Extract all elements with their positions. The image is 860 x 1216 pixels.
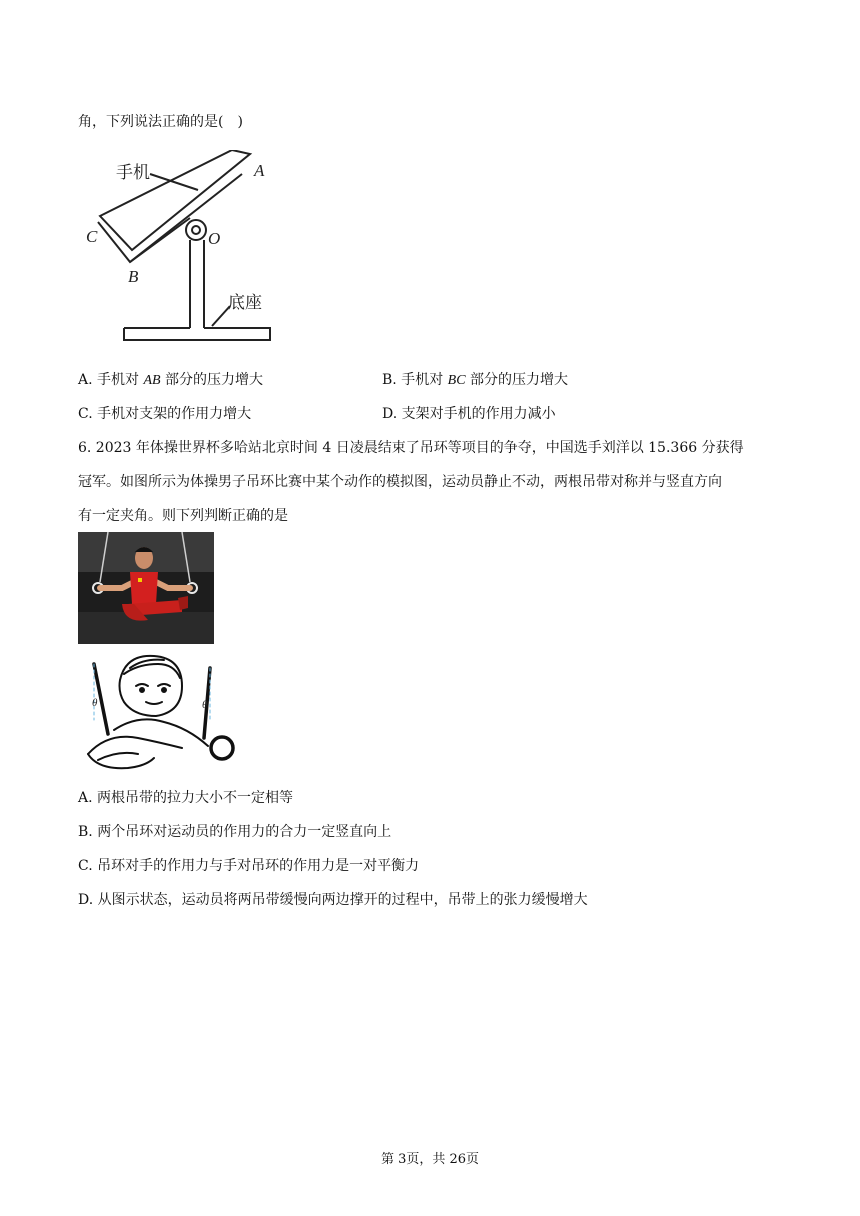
q6-stem-line-3: 有一定夹角。则下列判断正确的是 [78, 508, 288, 524]
gymnast-photo [78, 532, 214, 644]
q5-option-c: C. 手机对支架的作用力增大 [78, 406, 252, 422]
theta-right: θ [202, 699, 208, 711]
gymnast-photo-drawing [78, 532, 214, 644]
label-a: A [254, 161, 265, 180]
q5-options-row-1 [78, 370, 798, 390]
label-b: B [128, 267, 139, 286]
q6-option-c: C. 吊环对手的作用力与手对吊环的作用力是一对平衡力 [78, 858, 420, 874]
label-o: O [208, 229, 221, 248]
phone-holder-figure [80, 150, 290, 350]
q5-stem-tail: 角，下列说法正确的是( ) [78, 114, 243, 130]
q6-option-d: D. 从图示状态，运动员将两吊带缓慢向两边撑开的过程中，吊带上的张力缓慢增大 [78, 892, 588, 908]
label-phone: 手机 [116, 163, 150, 183]
label-c: C [86, 227, 98, 246]
rings-cartoon-figure [78, 650, 238, 778]
q5-option-a: A. 手机对 AB 部分的压力增大 [78, 372, 264, 388]
q5-option-d: D. 支架对手机的作用力减小 [382, 406, 556, 422]
q6-stem-line-1: 6. 2023 年体操世界杯多哈站北京时间 4 日凌晨结束了吊环等项目的争夺，中国选手刘洋以 15.366 分获得 [78, 440, 744, 456]
q6-stem-line-2: 冠军。如图所示为体操男子吊环比赛中某个动作的模拟图，运动员静止不动，两根吊带对称并与竖直方向 [78, 474, 722, 490]
page-footer: 第 3页，共 26页 [380, 1152, 480, 1167]
theta-left: θ [92, 697, 98, 709]
q5-options-row-2 [78, 404, 798, 424]
q5-option-b: B. 手机对 BC 部分的压力增大 [382, 372, 568, 388]
q6-option-b: B. 两个吊环对运动员的作用力的合力一定竖直向上 [78, 824, 392, 840]
label-base: 底座 [228, 293, 262, 313]
q6-option-a: A. 两根吊带的拉力大小不一定相等 [78, 790, 294, 806]
